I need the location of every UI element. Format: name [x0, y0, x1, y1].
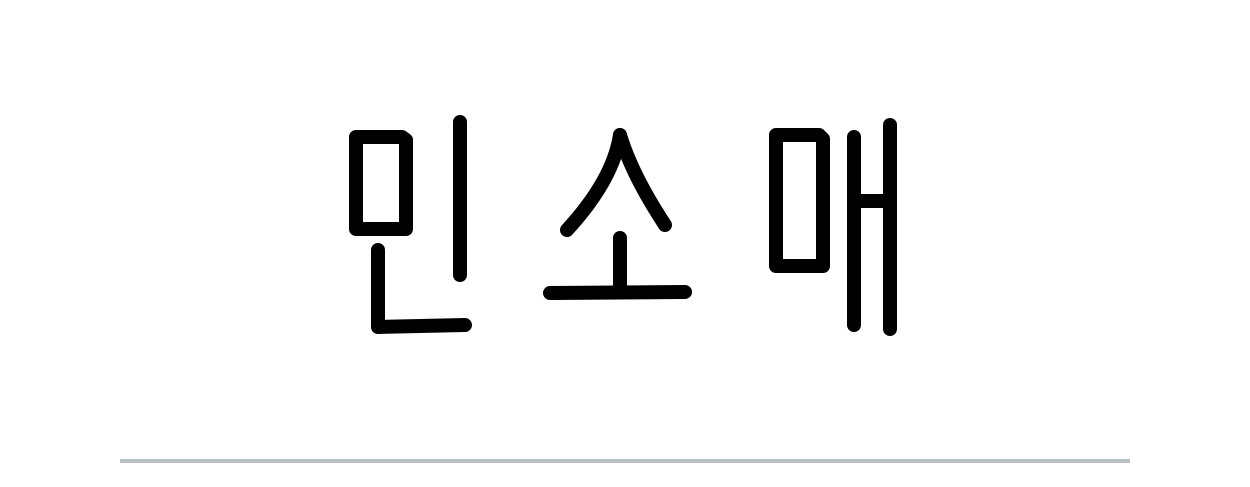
- jamo-o-horizontal: [550, 292, 685, 293]
- syllable-min: [356, 122, 465, 327]
- jamo-siot-right: [620, 135, 665, 225]
- syllable-so: [550, 135, 685, 293]
- bottom-divider: [120, 459, 1130, 463]
- jamo-nieun-stroke: [378, 250, 465, 327]
- syllable-mae: [776, 125, 890, 329]
- jamo-mieum-box-2: [776, 135, 823, 266]
- jamo-siot-left: [567, 135, 620, 230]
- jamo-mieum-box: [356, 137, 406, 229]
